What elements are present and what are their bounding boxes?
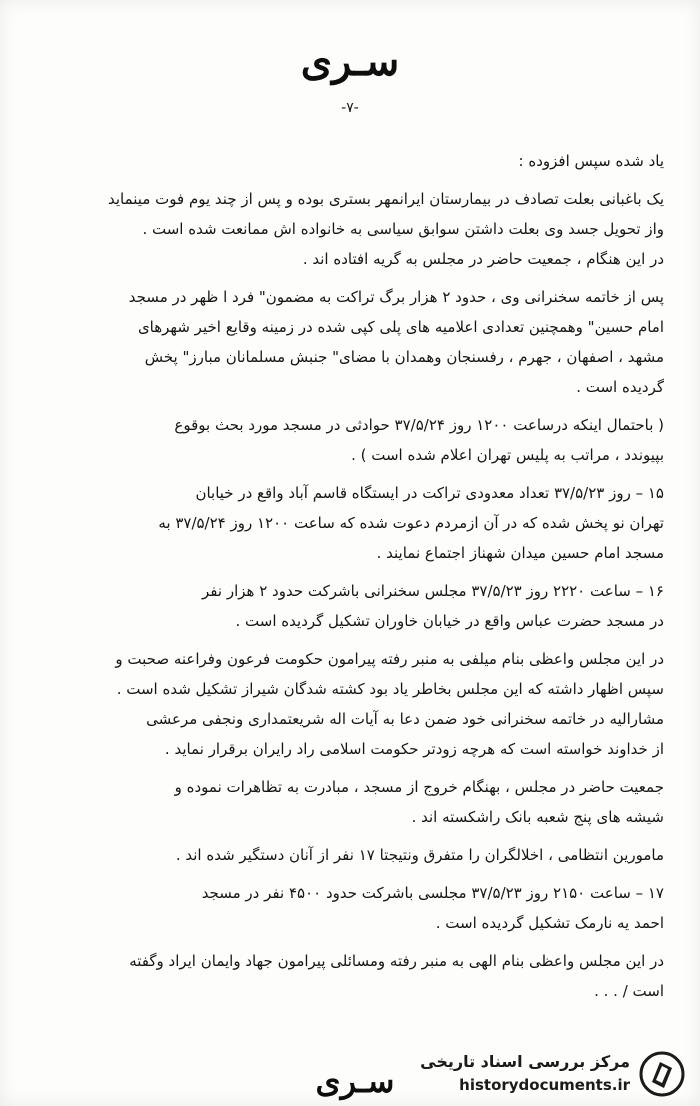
document-archive-logo-icon	[638, 1050, 686, 1098]
document-text-line: مامورین انتظامی ، اخلالگران را متفرق ونتیجتا ۱۷ نفر از آنان دستگیر شده اند .	[175, 846, 664, 864]
document-paragraph	[52, 644, 664, 764]
document-text-line: مسجد امام حسین میدان شهناز اجتماع نمایند .	[376, 544, 664, 562]
document-text-line: بپیوندد ، مراتب به پلیس تهران اعلام شده است ) .	[351, 446, 664, 464]
document-text-line: امام حسین" وهمچنین تعدادی اعلامیه های پلی کپی شده در زمینه وقایع اخیر شهرهای	[137, 318, 664, 336]
document-text-line: ( باحتمال اینکه درساعت ۱۲۰۰ روز ۳۷/۵/۲۴ حوادثی در مسجد مورد بحث بوقوع	[174, 416, 664, 434]
document-paragraph	[52, 878, 664, 938]
document-paragraph	[52, 840, 664, 870]
document-paragraph	[52, 576, 664, 636]
document-text-line: است / . . .	[594, 982, 664, 1000]
document-text-line: ۱۶ – ساعت ۲۲۲۰ روز ۳۷/۵/۲۳ مجلس سخنرانی باشرکت حدود ۲ هزار نفر	[202, 582, 664, 600]
document-paragraph	[52, 146, 664, 176]
archive-watermark[interactable]	[386, 1048, 686, 1102]
document-text-line: مشارالیه در خاتمه سخنرانی خود ضمن دعا به آیات اله شریعتمداری ونجفی مرعشی	[146, 710, 664, 728]
page-number: -۷-	[341, 100, 359, 116]
document-text-line: ۱۵ – روز ۳۷/۵/۲۳ تعداد معدودی تراکت در ایستگاه قاسم آباد واقع در خیابان	[195, 484, 664, 502]
document-text-line: واز تحویل جسد وی بعلت داشتن سوابق سیاسی به خانواده اش ممانعت شده است .	[142, 220, 664, 238]
document-paragraph	[52, 184, 664, 274]
watermark-website-link[interactable]: historydocuments.ir	[459, 1076, 630, 1094]
document-text-line: گردیده است .	[576, 378, 664, 396]
document-text-line: سپس اظهار داشته که این مجلس بخاطر یاد بود کشته شدگان شیراز تشکیل شده است .	[116, 680, 664, 698]
document-text-line: تهران نو پخش شده که در آن ازمردم دعوت شده که ساعت ۱۲۰۰ روز ۳۷/۵/۲۴ به	[158, 514, 664, 532]
document-text-line: ۱۷ – ساعت ۲۱۵۰ روز ۳۷/۵/۲۳ مجلسی باشرکت حدود ۴۵۰۰ نفر در مسجد	[201, 884, 664, 902]
document-text-line: در این مجلس واعظی بنام میلفی به منبر رفته پیرامون حکومت فرعون وفراعنه صحبت و	[115, 650, 664, 668]
document-text-line: یک باغبانی بعلت تصادف در بیمارستان ایرانمهر بستری بوده و پس از چند یوم فوت مینماید	[107, 190, 664, 208]
document-text-line: پس از خاتمه سخنرانی وی ، حدود ۲ هزار برگ تراکت به مضمون" فرد ا ظهر در مسجد	[128, 288, 664, 306]
classification-heading: سـرى	[300, 38, 400, 85]
document-paragraph	[52, 282, 664, 402]
classification-footer: سـرى	[315, 1062, 395, 1100]
document-text-line: احمد یه نارمک تشکیل گردیده است .	[435, 914, 664, 932]
document-text-line: مشهد ، اصفهان ، جهرم ، رفسنجان وهمدان با مضای" جنبش مسلمانان مبارز" پخش	[144, 348, 664, 366]
document-text-line: در این هنگام ، جمعیت حاضر در مجلس به گریه افتاده اند .	[302, 250, 664, 268]
document-paragraph	[52, 772, 664, 832]
watermark-title: مرکز بررسی اسناد تاریخی	[420, 1052, 630, 1071]
document-text-line: جمعیت حاضر در مجلس ، بهنگام خروج از مسجد ، مبادرت به تظاهرات نموده و	[174, 778, 664, 796]
document-body	[52, 146, 664, 1014]
document-paragraph	[52, 946, 664, 1006]
document-text-line: در این مجلس واعظی بنام الهی به منبر رفته ومسائلی پیرامون جهاد وایمان ایراد وگفته	[129, 952, 664, 970]
document-text-line: شیشه های پنج شعبه بانک راشکسته اند .	[411, 808, 664, 826]
document-paragraph	[52, 478, 664, 568]
document-text-line: یاد شده سپس افزوده :	[518, 152, 664, 170]
document-text-line: در مسجد حضرت عباس واقع در خیابان خاوران تشکیل گردیده است .	[235, 612, 664, 630]
document-text-line: از خداوند خواسته است که هرچه زودتر حکومت اسلامی راد رایران برقرار نماید .	[164, 740, 664, 758]
document-paragraph	[52, 410, 664, 470]
